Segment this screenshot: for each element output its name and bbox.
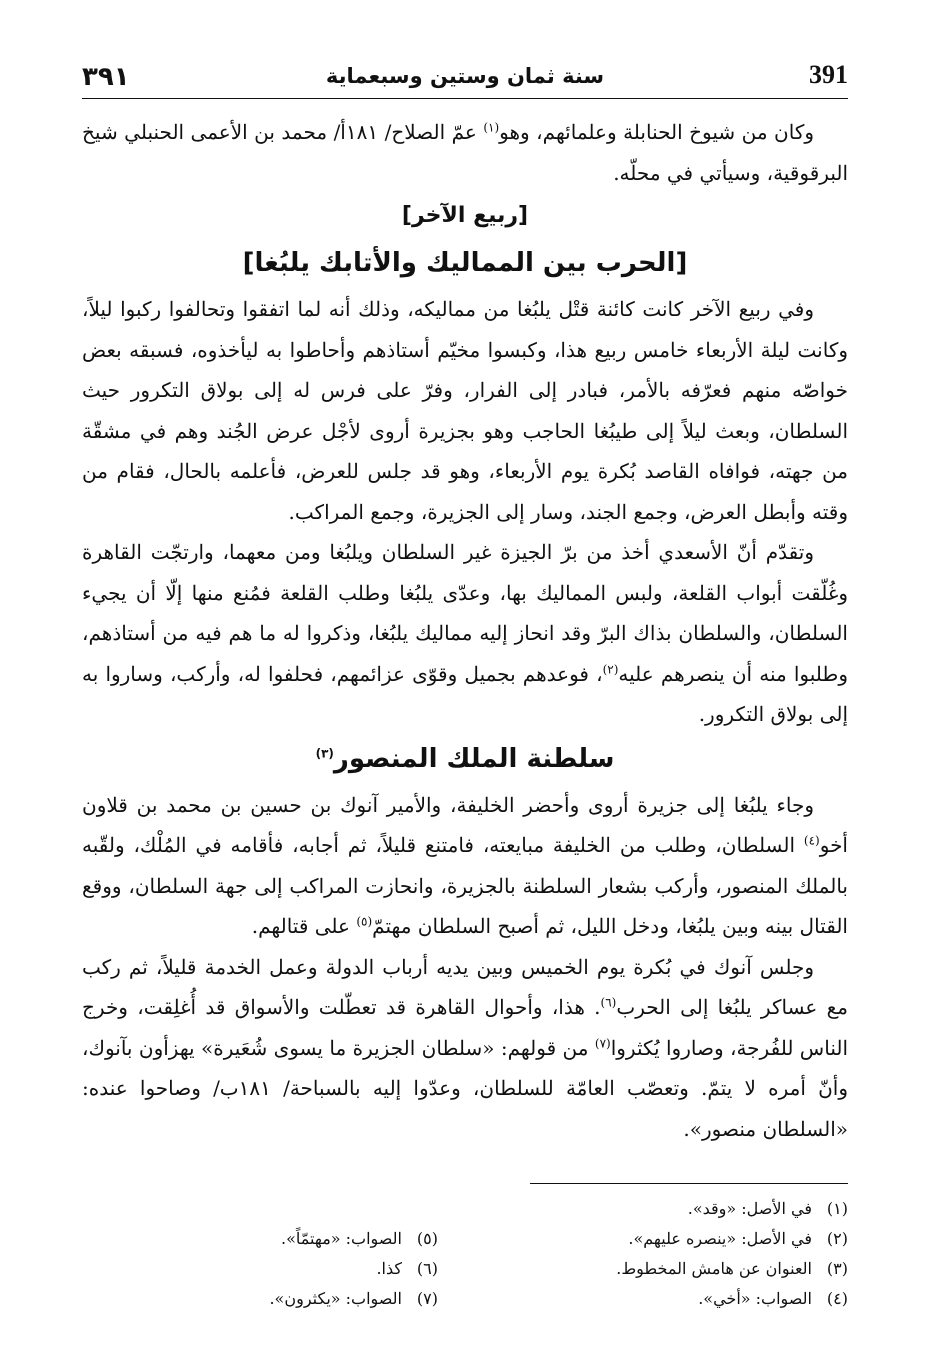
main-text [82, 112, 848, 1149]
footnotes-column-right [508, 1194, 848, 1314]
paragraph-text: عمّ الصلاح/ ١٨١أ/ محمد بن الأعمى الحنبلي شيخ البرقوقية، وسيأتي في محلّه. [82, 120, 848, 185]
section-heading-war: [الحرب بين المماليك والأتابك يلبُغا] [242, 248, 688, 278]
footnote-5 [138, 1224, 438, 1254]
footnote-ref: (٦) [600, 995, 617, 1010]
footnote-number: (٢) [826, 1229, 848, 1248]
paragraph-4 [82, 947, 848, 1150]
footnote-ref: (٧) [594, 1035, 611, 1050]
footnote-text: في الأصل: «وقد». [687, 1199, 812, 1218]
footnote-6 [138, 1254, 438, 1284]
footnote-number: (١) [826, 1199, 848, 1218]
footnote-number: (٥) [416, 1229, 438, 1248]
footnote-text: في الأصل: «ينصره عليهم». [628, 1229, 812, 1248]
paragraph-3 [82, 785, 848, 947]
footnote-ref: (٢) [602, 661, 619, 676]
footnote-separator [530, 1183, 848, 1184]
footnotes-column-left [138, 1224, 438, 1314]
footnote-2 [508, 1224, 848, 1254]
footnote-ref: (٥) [356, 914, 373, 929]
footnote-number: (٤) [826, 1289, 848, 1308]
heading-text: سلطنة الملك المنصور [333, 743, 615, 774]
footnote-4 [508, 1284, 848, 1314]
paragraph-text: على قتالهم. [251, 914, 357, 938]
paragraph-1: وفي ربيع الآخر كانت كائنة قتْل يلبُغا من مماليكه، وذلك أنه لما اتفقوا وتحالفوا ركبوا ليلاً، وكانت ليلة الأربعاء خامس ربيع هذا، وكبسوا مخيّم أستاذهم وأحاطوا به ليأخذوه، فسبقه بعض خواصّه منهم فعرّفه بالأمر، فبادر إلى الفرار، وفرّ على فرس له إلى بولاق التكرور حيث السلطان، وبعث ليلاً إلى طيبُغا الحاجب وهو بجزيرة أروى لأجْل عرض الجُند وهم في مشقّة من جهته، فوافاه القاصد بُكرة يوم الأربعاء، وهو قد جلس للعرض، فأعلمه بالحال، فقام من وقته وأبطل العرض، وجمع الجند، وسار إلى الجزيرة، وجمع المراكب. [82, 297, 848, 524]
paragraph-text: من قولهم: «سلطان الجزيرة ما يسوى شُعَيرة» يهزأون بآنوك، وأنّ أمره لا يتمّ. وتعصّب العامّة للسلطان، وعدّوا إليه بالسباحة/ ١٨١ب/ وصاحوا عنده: «السلطان منصور». [82, 1035, 849, 1141]
paragraph-text: وكان من شيوخ الحنابلة وعلمائهم، وهو [499, 120, 815, 144]
page-header [82, 58, 848, 99]
paragraph-text: ، فوعدهم بجميل وقوّى عزائمهم، فحلفوا له، وأركب، وساروا به إلى بولاق التكرور. [82, 661, 848, 726]
footnote-text: الصواب: «أخي». [698, 1289, 812, 1308]
footnote-ref: (١) [483, 120, 500, 135]
footnote-number: (٧) [416, 1289, 438, 1308]
footnote-7 [138, 1284, 438, 1314]
page-number-arabic: ٣٩١ [82, 62, 130, 92]
paragraph-text: السلطان، وطلب من الخليفة مبايعته، فامتنع قليلاً، ثم أجابه، فأقامه في المُلْك، ولقّبه بالملك المنصور، وأركب بشعار السلطنة بالجزيرة، وانحازت المراكب إلى جهة السلطان، ووقع القتال بينه وبين يلبُغا، ودخل الليل، ثم أصبح السلطان مهتمّ [82, 833, 848, 938]
footnote-text: الصواب: «يكثرون». [269, 1289, 402, 1308]
footnote-1 [508, 1194, 848, 1224]
footnote-text: العنوان عن هامش المخطوط. [616, 1259, 812, 1278]
footnote-ref: (٤) [803, 833, 820, 848]
paragraph-text: وجلس آنوك في بُكرة يوم الخميس وبين يديه أرباب الدولة وعمل الخدمة قليلاً، ثم ركب مع عساكر يلبُغا إلى الحرب [82, 954, 849, 1019]
footnote-ref: (٣) [315, 745, 334, 760]
footnote-text: الصواب: «مهتمّاً». [280, 1229, 402, 1248]
footnote-3 [508, 1254, 848, 1284]
footnote-text: كذا. [376, 1259, 402, 1278]
section-heading-sultanate [82, 735, 848, 783]
paragraph-text: . هذا، وأحوال القاهرة قد تعطّلت والأسواق قد أُغلِقت، وخرج الناس للفُرجة، وصاروا يُكثروا [82, 995, 849, 1060]
page-number-latin: 391 [809, 60, 848, 89]
section-heading-rabi: [ربيع الآخر] [401, 203, 529, 228]
paragraph-intro [82, 112, 848, 193]
footnote-number: (٦) [416, 1259, 438, 1278]
paragraph-text: وتقدّم أنّ الأسعدي أخذ من برّ الجيزة غير السلطان ويلبُغا ومن معهما، وارتجّت القاهرة وغُلّقت أبواب القلعة، ولبس المماليك بها، وعدّى يلبُغا وطلب القلعة فمُنع منها إلّا أن يجيء السلطان، والسلطان بذاك البرّ وقد انحاز إليه مماليك يلبُغا، وذكروا له ما هم فيه من أستاذهم، وطلبوا منه أن ينصرهم عليه [82, 540, 848, 686]
running-title: سنة ثمان وستين وسبعماية [325, 64, 605, 88]
paragraph-text: وجاء يلبُغا إلى جزيرة أروى وأحضر الخليفة، والأمير آنوك بن حسين بن محمد بن قلاون أخو [82, 792, 848, 857]
paragraph-2 [82, 532, 848, 735]
footnote-number: (٣) [826, 1259, 848, 1278]
